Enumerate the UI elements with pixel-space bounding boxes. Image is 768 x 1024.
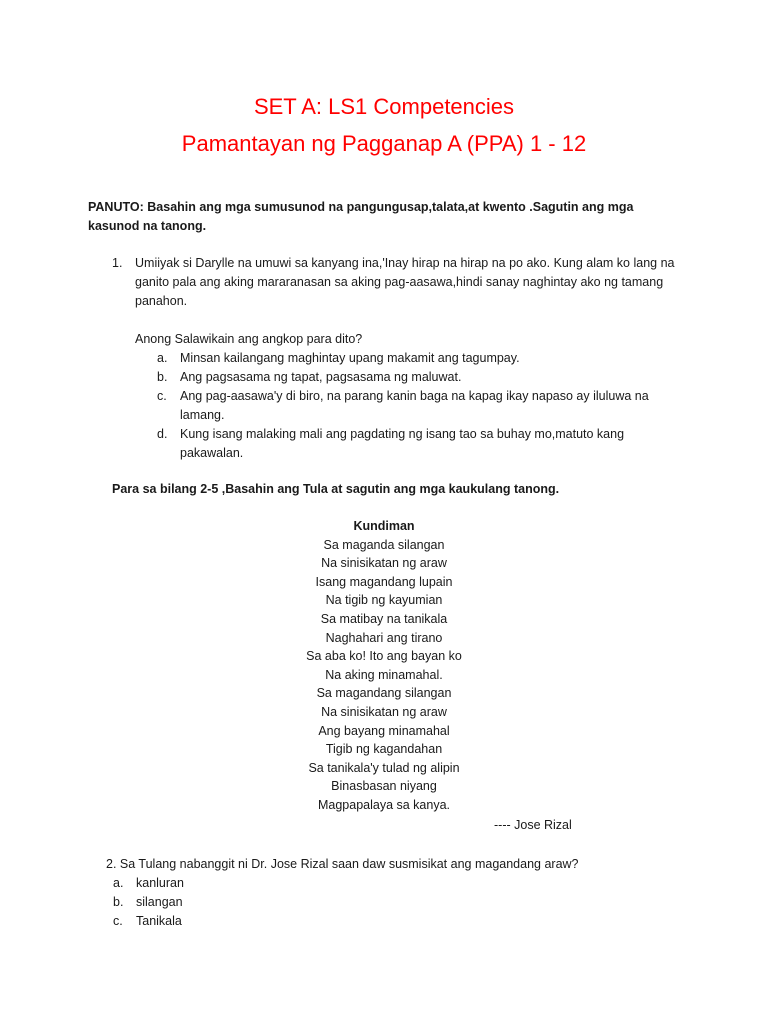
poem-author: ---- Jose Rizal bbox=[494, 818, 572, 832]
answer-options bbox=[157, 349, 677, 463]
poem-instruction: Para sa bilang 2-5 ,Basahin ang Tula at sagutin ang mga kaukulang tanong. bbox=[112, 482, 560, 496]
poem-line: Na sinisikatan ng araw bbox=[321, 704, 447, 719]
poem-line: Ang bayang minamahal bbox=[318, 723, 450, 738]
option-text: Minsan kailangang maghintay upang makamit ang tagumpay. bbox=[180, 351, 520, 365]
option-letter: b. bbox=[157, 370, 168, 384]
question-text: Umiiyak si Darylle na umuwi sa kanyang ina,'Inay hirap na hirap na po ako. Kung alam ko lang na ganito pala ang aking mararanasan sa aking pag-aasawa,hindi sanay naghintay ako ng tamang panahon. bbox=[135, 256, 675, 308]
page-title: SET A: LS1 Competencies bbox=[253, 94, 515, 119]
option-a bbox=[113, 874, 184, 893]
poem-line: Sa matibay na tanikala bbox=[320, 611, 448, 626]
option-d bbox=[157, 425, 677, 463]
option-c bbox=[113, 912, 184, 931]
option-letter: a. bbox=[113, 876, 124, 890]
poem-line: Naghahari ang tirano bbox=[325, 630, 443, 645]
poem-line: Sa magandang silangan bbox=[316, 686, 452, 701]
option-text: Kung isang malaking mali ang pagdating ng isang tao sa buhay mo,matuto kang pakawalan. bbox=[180, 427, 625, 460]
question-prompt: Anong Salawikain ang angkop para dito? bbox=[135, 332, 363, 346]
option-text: Ang pagsasama ng tapat, pagsasama ng maluwat. bbox=[180, 370, 462, 384]
option-c bbox=[157, 387, 677, 425]
poem-line: Sa aba ko! Ito ang bayan ko bbox=[306, 649, 462, 664]
option-letter: c. bbox=[113, 914, 123, 928]
poem-line: Sa maganda silangan bbox=[323, 537, 445, 552]
option-a bbox=[157, 349, 677, 368]
option-text: kanluran bbox=[136, 876, 184, 890]
poem-line: Tigib ng kagandahan bbox=[325, 742, 443, 757]
poem-line: Na sinisikatan ng araw bbox=[321, 556, 447, 571]
poem-title: Kundiman bbox=[353, 519, 415, 533]
poem-line: Na aking minamahal. bbox=[325, 667, 443, 682]
instructions: PANUTO: Basahin ang mga sumusunod na pangungusap,talata,at kwento .Sagutin ang mga kasunod na tanong. bbox=[88, 200, 634, 233]
poem-line: Na tigib ng kayumian bbox=[325, 593, 443, 608]
poem-line: Binasbasan niyang bbox=[331, 779, 437, 794]
poem-line: Magpapalaya sa kanya. bbox=[317, 797, 451, 812]
option-letter: d. bbox=[157, 427, 168, 441]
option-text: silangan bbox=[136, 895, 183, 909]
poem-line: Sa tanikala'y tulad ng alipin bbox=[308, 760, 460, 775]
question-number: 1. bbox=[112, 256, 123, 270]
option-letter: b. bbox=[113, 895, 124, 909]
poem bbox=[234, 517, 534, 815]
answer-options bbox=[113, 874, 184, 931]
question-2: 2. Sa Tulang nabanggit ni Dr. Jose Rizal saan daw susmisikat ang magandang araw? bbox=[106, 857, 579, 871]
option-text: Ang pag-aasawa'y di biro, na parang kanin baga na kapag ikay napaso ay iluluwa na lamang. bbox=[180, 389, 649, 422]
option-b bbox=[113, 893, 184, 912]
option-text: Tanikala bbox=[136, 914, 182, 928]
page-subtitle: Pamantayan ng Pagganap A (PPA) 1 - 12 bbox=[181, 131, 587, 156]
option-letter: a. bbox=[157, 351, 168, 365]
option-letter: c. bbox=[157, 389, 167, 403]
poem-line: Isang magandang lupain bbox=[315, 574, 453, 589]
option-b bbox=[157, 368, 677, 387]
